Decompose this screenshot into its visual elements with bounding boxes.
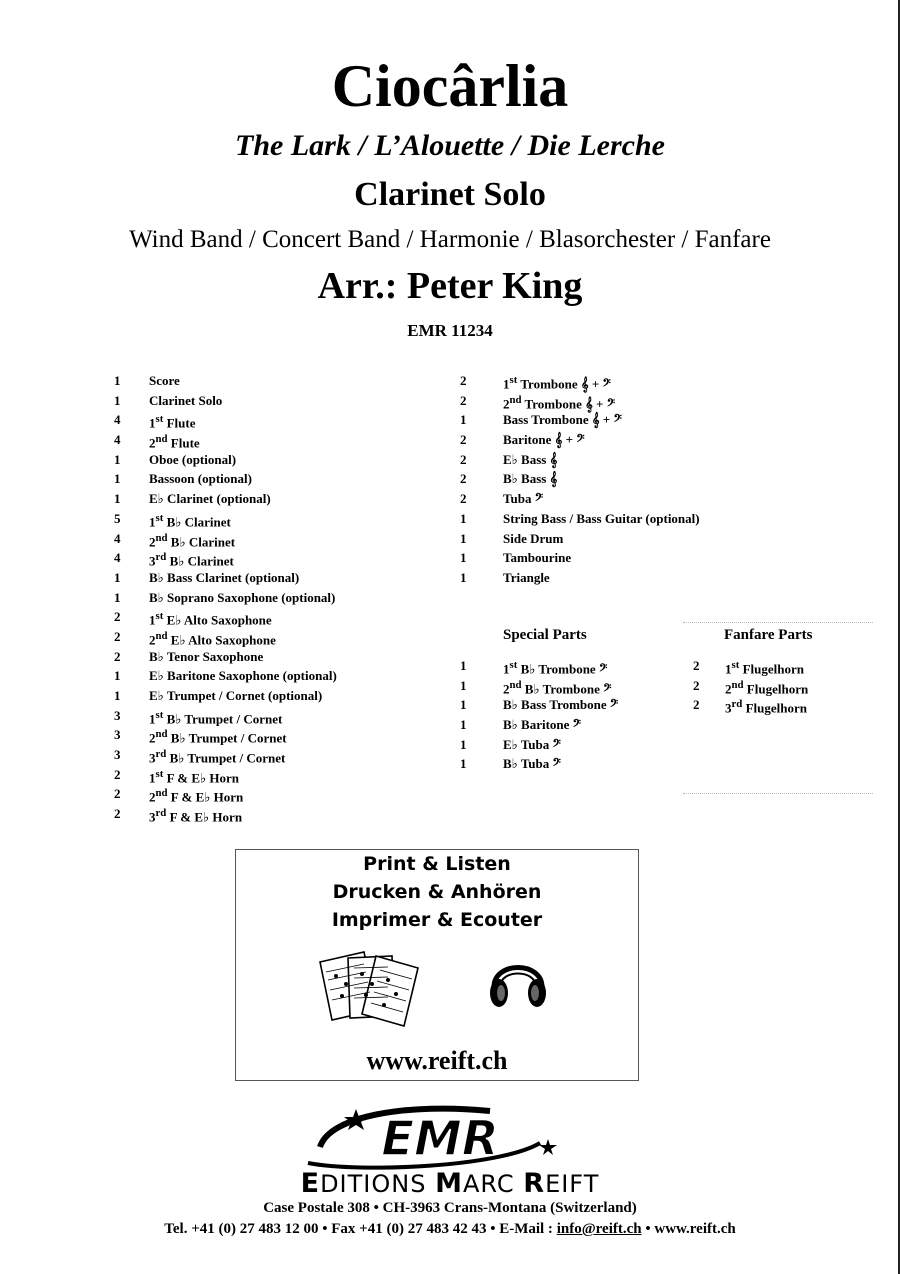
part-quantity: 2 bbox=[114, 786, 121, 802]
publisher-name-initial-r: R bbox=[523, 1168, 546, 1199]
part-name: B♭ Bass Clarinet (optional) bbox=[149, 569, 300, 585]
print-listen-box bbox=[235, 849, 639, 1081]
publisher-address: Case Postale 308 • CH-3963 Crans-Montana (Switzerland) bbox=[263, 1200, 637, 1216]
part-quantity: 1 bbox=[114, 569, 121, 585]
publisher-name-initial-e: E bbox=[300, 1168, 321, 1199]
headphones-icon bbox=[486, 947, 550, 1011]
part-quantity: 2 bbox=[460, 432, 467, 448]
publisher-contact bbox=[0, 1219, 900, 1239]
part-name: 1st Flute bbox=[149, 413, 196, 431]
part-quantity: 2 bbox=[460, 451, 467, 467]
part-name: Tambourine bbox=[503, 550, 572, 566]
part-name: B♭ Tenor Saxophone bbox=[149, 648, 264, 664]
part-name: 2nd B♭ Trumpet / Cornet bbox=[149, 728, 287, 746]
part-quantity: 1 bbox=[114, 451, 121, 467]
part-name: Score bbox=[149, 373, 180, 388]
part-quantity: 1 bbox=[460, 412, 467, 428]
piece-title: Ciocârlia bbox=[331, 53, 569, 119]
part-quantity: 2 bbox=[693, 677, 700, 693]
part-quantity: 2 bbox=[693, 658, 700, 673]
part-name: Tuba 𝄢 bbox=[503, 491, 544, 507]
publisher-name-word-2: ARC bbox=[462, 1170, 524, 1198]
part-name: E♭ Tuba 𝄢 bbox=[503, 736, 561, 752]
part-name: 2nd Trombone 𝄞 + 𝄢 bbox=[503, 393, 616, 412]
arranger: Arr.: Peter King bbox=[317, 265, 583, 307]
part-quantity: 1 bbox=[114, 668, 121, 684]
sheet-music-icon bbox=[318, 950, 428, 1030]
promo-line-french: Imprimer & Ecouter bbox=[331, 909, 543, 931]
part-name: E♭ Bass 𝄞 bbox=[503, 451, 558, 467]
part-name: 3rd Flugelhorn bbox=[725, 698, 807, 716]
part-quantity: 4 bbox=[114, 550, 121, 566]
catalog-number: EMR 11234 bbox=[407, 321, 493, 340]
contact-phone-fax: Tel. +41 (0) 27 483 12 00 • Fax +41 (0) 27 483 42 43 • E-Mail : bbox=[164, 1221, 557, 1237]
part-quantity: 2 bbox=[460, 471, 467, 487]
contact-email-link[interactable]: info@reift.ch bbox=[556, 1221, 642, 1237]
publisher-name-word-3: EIFT bbox=[545, 1170, 600, 1198]
part-quantity: 3 bbox=[114, 747, 121, 763]
part-name: 2nd F & E♭ Horn bbox=[149, 787, 244, 805]
part-quantity: 4 bbox=[114, 412, 121, 428]
part-name: 1st Flugelhorn bbox=[725, 659, 804, 677]
part-quantity: 2 bbox=[114, 806, 121, 822]
publisher-name-word-1: DITIONS bbox=[320, 1170, 436, 1198]
part-name: 2nd Flute bbox=[149, 433, 200, 451]
part-quantity: 2 bbox=[114, 648, 121, 664]
contact-website[interactable]: • www.reift.ch bbox=[641, 1221, 736, 1237]
part-quantity: 2 bbox=[460, 392, 467, 408]
part-name: B♭ Soprano Saxophone (optional) bbox=[149, 589, 336, 605]
part-name: Oboe (optional) bbox=[149, 451, 237, 467]
part-name: B♭ Tuba 𝄢 bbox=[503, 756, 561, 772]
part-name: 2nd B♭ Trombone 𝄢 bbox=[503, 678, 612, 697]
part-quantity: 4 bbox=[114, 432, 121, 448]
part-name: Side Drum bbox=[503, 530, 564, 546]
part-name: Bass Trombone 𝄞 + 𝄢 bbox=[503, 412, 622, 428]
part-name: E♭ Clarinet (optional) bbox=[149, 491, 271, 507]
part-quantity: 2 bbox=[460, 373, 467, 388]
part-name: 2nd Flugelhorn bbox=[725, 678, 809, 697]
part-name: 2nd B♭ Clarinet bbox=[149, 531, 236, 549]
part-name: 2nd E♭ Alto Saxophone bbox=[149, 629, 276, 648]
part-quantity: 3 bbox=[114, 727, 121, 743]
part-name: Baritone 𝄞 + 𝄢 bbox=[503, 432, 585, 448]
part-quantity: 1 bbox=[460, 717, 467, 733]
publisher-name-initial-m: M bbox=[435, 1168, 463, 1199]
dotted-divider-top bbox=[683, 622, 873, 623]
part-name: 1st B♭ Trombone 𝄢 bbox=[503, 659, 608, 677]
part-quantity: 2 bbox=[114, 609, 121, 625]
part-name: 1st B♭ Trumpet / Cornet bbox=[149, 708, 283, 727]
part-quantity: 4 bbox=[114, 530, 121, 546]
fanfare-parts-heading: Fanfare Parts bbox=[724, 627, 813, 643]
part-quantity: 2 bbox=[460, 491, 467, 507]
part-quantity: 1 bbox=[460, 510, 467, 526]
emr-logo bbox=[300, 1103, 570, 1171]
part-quantity: 2 bbox=[114, 628, 121, 644]
part-quantity: 1 bbox=[114, 471, 121, 487]
part-name: 1st F & E♭ Horn bbox=[149, 767, 240, 786]
part-name: B♭ Bass 𝄞 bbox=[503, 471, 558, 487]
logo-lettering: EMR bbox=[381, 1111, 499, 1167]
part-quantity: 1 bbox=[114, 373, 121, 388]
part-name: 3rd F & E♭ Horn bbox=[149, 807, 243, 825]
part-name: Triangle bbox=[503, 569, 550, 585]
promo-website[interactable]: www.reift.ch bbox=[366, 1046, 508, 1075]
part-name: 1st B♭ Clarinet bbox=[149, 511, 231, 530]
promo-line-german: Drucken & Anhören bbox=[332, 881, 542, 903]
part-name: Clarinet Solo bbox=[149, 392, 223, 408]
ensemble-line: Wind Band / Concert Band / Harmonie / Blasorchester / Fanfare bbox=[129, 226, 771, 253]
solo-instrument: Clarinet Solo bbox=[354, 176, 546, 213]
piece-subtitle: The Lark / L’Alouette / Die Lerche bbox=[235, 129, 665, 162]
special-parts-heading: Special Parts bbox=[503, 627, 587, 643]
part-quantity: 2 bbox=[114, 766, 121, 782]
part-quantity: 1 bbox=[460, 736, 467, 752]
part-name: 1st Trombone 𝄞 + 𝄢 bbox=[503, 374, 611, 392]
part-quantity: 1 bbox=[114, 392, 121, 408]
part-name: 3rd B♭ Trumpet / Cornet bbox=[149, 748, 286, 766]
part-quantity: 1 bbox=[460, 677, 467, 693]
part-name: B♭ Bass Trombone 𝄢 bbox=[503, 697, 619, 713]
part-quantity: 1 bbox=[460, 697, 467, 713]
part-name: E♭ Trumpet / Cornet (optional) bbox=[149, 688, 323, 703]
part-quantity: 1 bbox=[114, 589, 121, 605]
part-name: Bassoon (optional) bbox=[149, 471, 252, 487]
part-quantity: 1 bbox=[460, 658, 467, 673]
part-name: E♭ Baritone Saxophone (optional) bbox=[149, 668, 337, 684]
part-quantity: 2 bbox=[693, 697, 700, 713]
part-name: B♭ Baritone 𝄢 bbox=[503, 717, 582, 733]
part-quantity: 3 bbox=[114, 707, 121, 723]
part-quantity: 1 bbox=[460, 569, 467, 585]
part-quantity: 1 bbox=[460, 530, 467, 546]
part-quantity: 1 bbox=[114, 688, 121, 703]
part-name: String Bass / Bass Guitar (optional) bbox=[503, 510, 700, 526]
dotted-divider-bottom bbox=[683, 793, 873, 794]
part-quantity: 1 bbox=[460, 550, 467, 566]
part-quantity: 5 bbox=[114, 510, 121, 526]
publisher-name bbox=[0, 1170, 900, 1198]
part-quantity: 1 bbox=[114, 491, 121, 507]
promo-line-english: Print & Listen bbox=[363, 853, 511, 875]
part-quantity: 1 bbox=[460, 756, 467, 772]
part-name: 1st E♭ Alto Saxophone bbox=[149, 610, 272, 628]
part-name: 3rd B♭ Clarinet bbox=[149, 551, 234, 569]
